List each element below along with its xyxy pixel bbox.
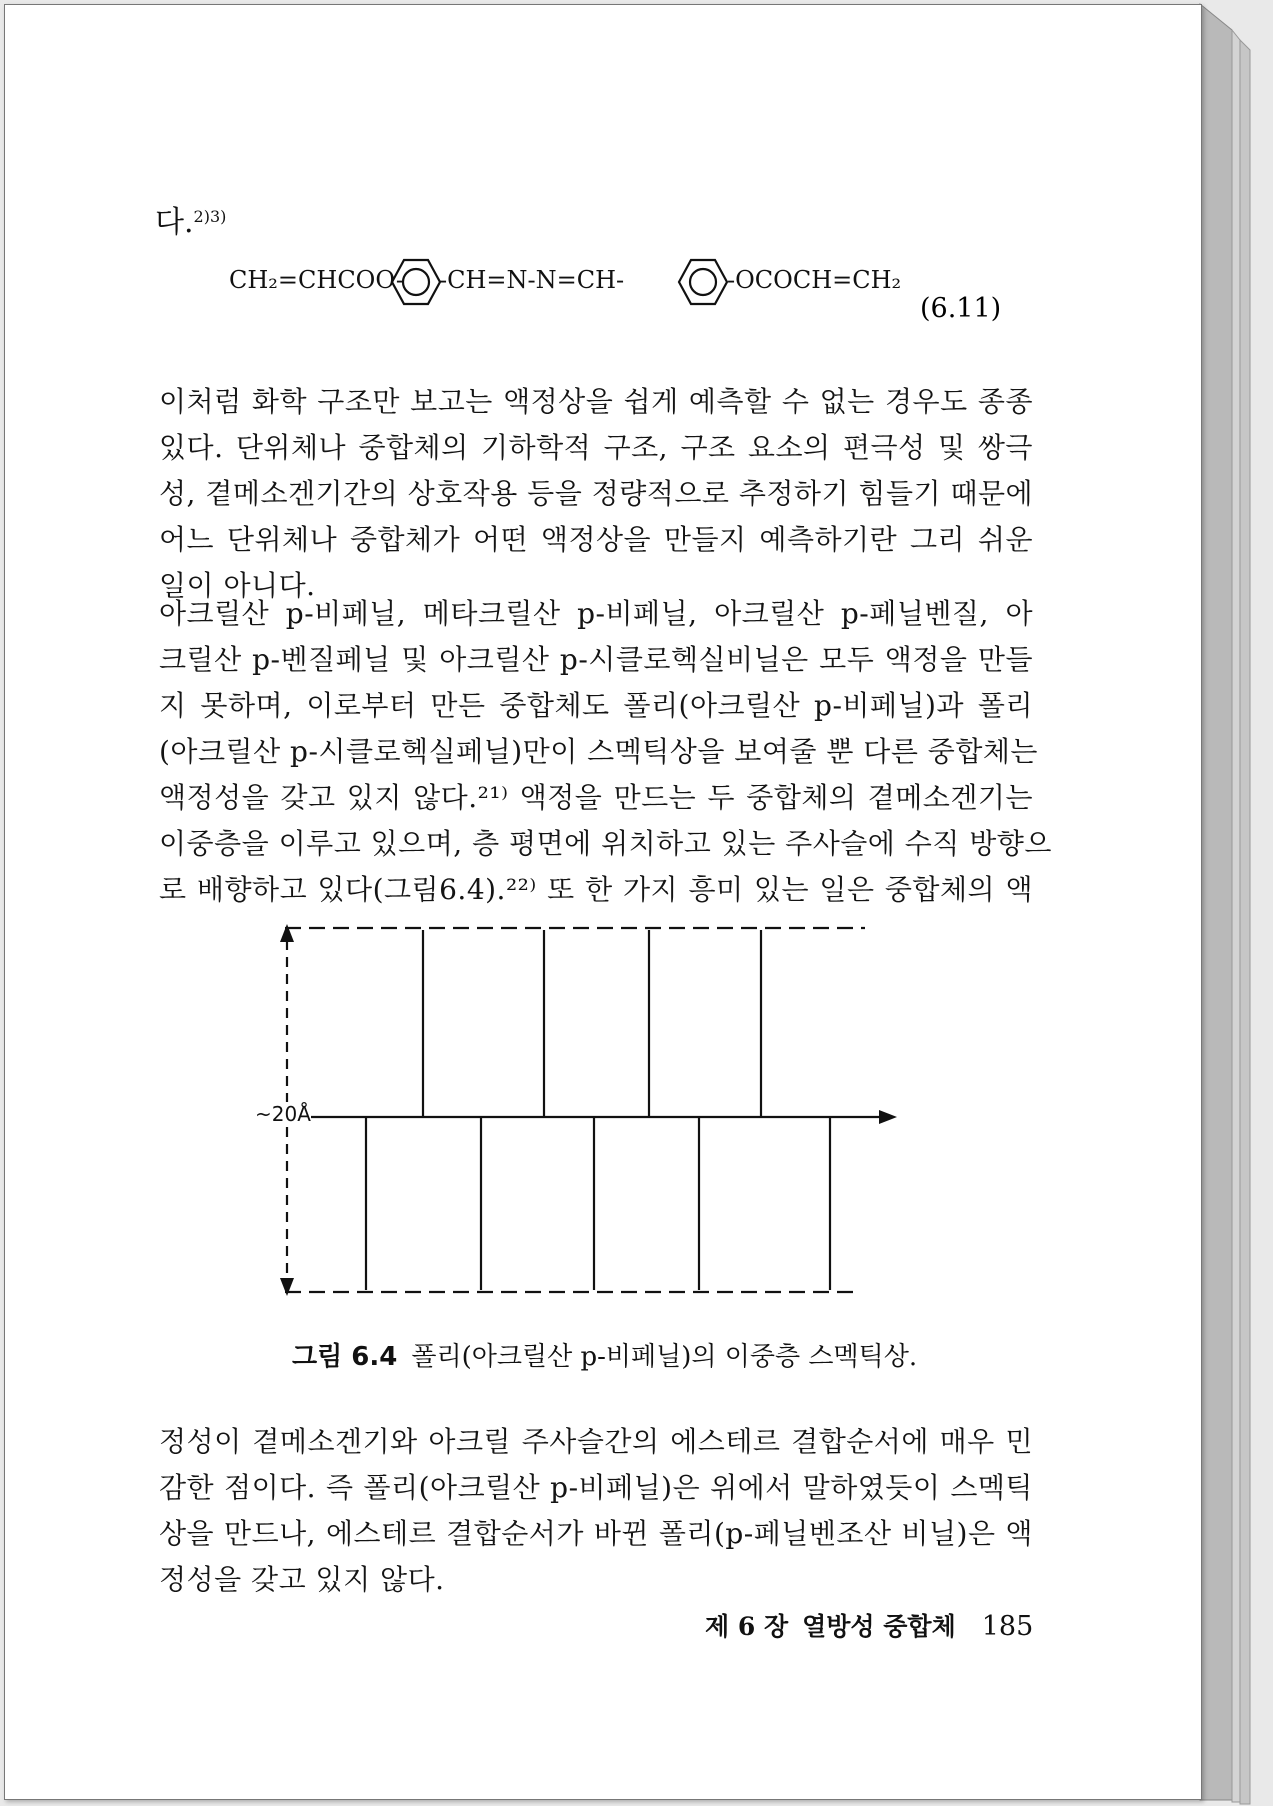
benzene-ring-right [679, 260, 727, 304]
equation-middle-group: -CH=N-N=CH- [439, 266, 625, 294]
chemical-equation [225, 248, 945, 318]
paragraph-line: 아크릴산 p-비페닐, 메타크릴산 p-비페닐, 아크릴산 p-페닐벤질, 아 [159, 597, 1033, 630]
reference-marks: 2)3) [193, 207, 227, 226]
paragraph-line: (아크릴산 p-시클로헥실페닐)만이 스멕틱상을 보여줄 뿐 다른 중합체는 [159, 735, 1038, 768]
heading-fragment: 다.$^{2)3)}$ [155, 205, 227, 240]
paragraph-line: 정성을 갖고 있지 않다. [159, 1563, 445, 1596]
paragraph-3 [159, 1419, 1033, 1603]
paragraph-line: 정성이 곁메소겐기와 아크릴 주사슬간의 에스테르 결합순서에 매우 민 [159, 1425, 1033, 1458]
page-footer [705, 1607, 1047, 1643]
paragraph-line: 크릴산 p-벤질페닐 및 아크릴산 p-시클로헥실비닐은 모두 액정을 만들 [159, 643, 1033, 676]
figure-caption-text: 폴리(아크릴산 p-비페닐)의 이중층 스멕틱상. [411, 1342, 918, 1372]
figure-caption [292, 1336, 917, 1373]
paragraph-line: 지 못하며, 이로부터 만든 중합체도 폴리(아크릴산 p-비페닐)과 폴리 [159, 689, 1033, 722]
paragraph-2 [159, 591, 1052, 913]
equation-number: (6.11) [920, 293, 1002, 324]
footer-title: 열방성 중합체 [802, 1612, 956, 1641]
paragraph-line: 이중층을 이루고 있으며, 층 평면에 위치하고 있는 주사슬에 수직 방향으 [159, 827, 1052, 860]
paragraph-line: 이처럼 화학 구조만 보고는 액정상을 쉽게 예측할 수 없는 경우도 종종 [159, 385, 1033, 418]
figure-6-4 [245, 910, 925, 1310]
bilayer-smectic-diagram [245, 910, 925, 1310]
arrowhead-right [879, 1110, 897, 1124]
footer-chapter: 제 6 장 [705, 1612, 789, 1641]
equation-left-group: CH₂=CHCOO- [229, 266, 405, 294]
book-page [4, 4, 1202, 1800]
paragraph-line: 상을 만드나, 에스테르 결합순서가 바뀐 폴리(p-페닐벤조산 비닐)은 액 [159, 1517, 1033, 1550]
dimension-label: ~20Å [255, 1102, 311, 1126]
paragraph-line: 로 배향하고 있다(그림6.4).²²⁾ 또 한 가지 흥미 있는 일은 중합체의 액 [159, 873, 1033, 906]
paragraph-line: 어느 단위체나 중합체가 어떤 액정상을 만들지 예측하기란 그리 쉬운 [159, 523, 1033, 556]
paragraph-1 [159, 379, 1033, 609]
arrowhead-down [280, 1278, 294, 1296]
equation-right-group: -OCOCH=CH₂ [727, 266, 902, 294]
paragraph-line: 성, 곁메소겐기간의 상호작용 등을 정량적으로 추정하기 힘들기 때문에 [159, 477, 1034, 510]
page-number: 185 [981, 1611, 1034, 1642]
paragraph-line: 액정성을 갖고 있지 않다.²¹⁾ 액정을 만드는 두 중합체의 곁메소겐기는 [159, 781, 1033, 814]
paragraph-line: 일이 아니다. [159, 569, 316, 602]
figure-caption-label: 그림 6.4 [292, 1342, 398, 1372]
arrowhead-up [280, 924, 294, 942]
paragraph-line: 있다. 단위체나 중합체의 기하학적 구조, 구조 요소의 편극성 및 쌍극 [159, 431, 1033, 464]
paragraph-line: 감한 점이다. 즉 폴리(아크릴산 p-비페닐)은 위에서 말하였듯이 스멕틱 [159, 1471, 1033, 1504]
